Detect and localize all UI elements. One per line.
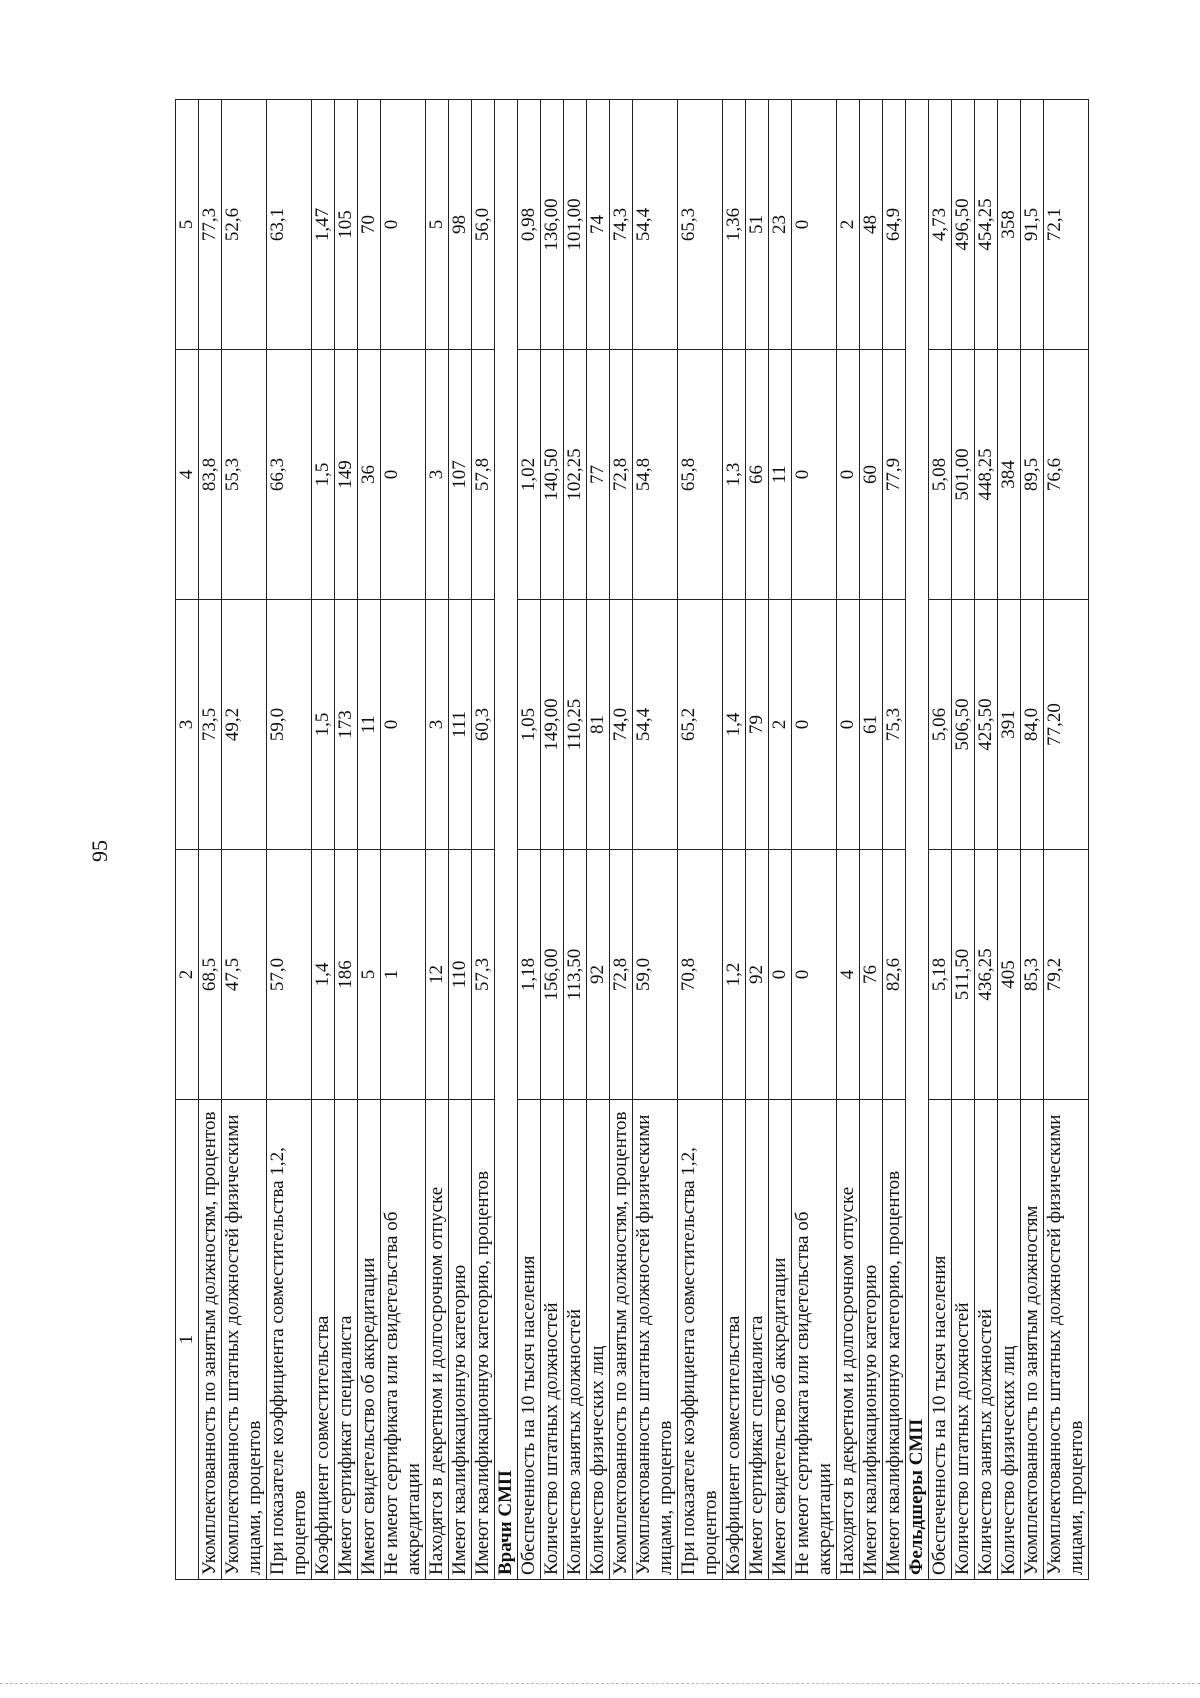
table-row	[769, 100, 792, 1580]
column-header: 3	[176, 600, 199, 850]
table-row	[1044, 100, 1089, 1580]
row-label: Укомплектованность по занятым должностям, процентов	[610, 1100, 633, 1580]
table-row	[610, 100, 633, 1580]
table-row	[723, 100, 746, 1580]
row-label: Укомплектованность штатных должностей физическими лицами, процентов	[222, 1100, 267, 1580]
row-value: 1,5	[312, 350, 335, 600]
row-value: 92	[587, 850, 610, 1100]
row-value: 111	[449, 600, 472, 850]
table-row	[929, 100, 952, 1580]
row-value: 0	[381, 350, 426, 600]
row-value: 23	[769, 100, 792, 350]
row-value: 66,3	[267, 350, 312, 600]
row-value: 73,5	[199, 600, 222, 850]
row-value: 74	[587, 100, 610, 350]
row-label: Находятся в декретном и долгосрочном отпуске	[426, 1100, 449, 1580]
row-value: 65,8	[678, 350, 723, 600]
table-row	[472, 100, 495, 1580]
row-value: 70	[358, 100, 381, 350]
row-label: Количество физических лиц	[998, 1100, 1021, 1580]
table-row	[426, 100, 449, 1580]
row-value: 64,9	[883, 100, 906, 350]
table-row	[746, 100, 769, 1580]
row-value: 454,25	[975, 100, 998, 350]
row-label: Укомплектованность по занятым должностям, процентов	[199, 1100, 222, 1580]
row-value: 4,73	[929, 100, 952, 350]
row-label: Имеют сертификат специалиста	[746, 1100, 769, 1580]
section-row	[906, 100, 929, 1580]
row-value: 501,00	[952, 350, 975, 600]
row-value: 405	[998, 850, 1021, 1100]
table-row	[998, 100, 1021, 1580]
row-label: Не имеют сертификата или свидетельства об аккредитации	[792, 1100, 837, 1580]
row-value: 1,36	[723, 100, 746, 350]
row-value: 57,8	[472, 350, 495, 600]
row-value: 136,00	[541, 100, 564, 350]
row-value: 57,3	[472, 850, 495, 1100]
table-row	[564, 100, 587, 1580]
row-value: 506,50	[952, 600, 975, 850]
row-label: Количество физических лиц	[587, 1100, 610, 1580]
row-value: 102,25	[564, 350, 587, 600]
row-label: Количество штатных должностей	[952, 1100, 975, 1580]
row-value: 54,4	[633, 100, 678, 350]
table-row	[541, 100, 564, 1580]
row-value: 76	[860, 850, 883, 1100]
scan-edge-line	[0, 1683, 1200, 1684]
row-value: 0	[792, 350, 837, 600]
table-row	[587, 100, 610, 1580]
table-row	[222, 100, 267, 1580]
column-header: 4	[176, 350, 199, 600]
row-value: 436,25	[975, 850, 998, 1100]
row-value: 83,8	[199, 350, 222, 600]
row-value: 1,47	[312, 100, 335, 350]
row-value: 1,02	[518, 350, 541, 600]
table-body	[199, 100, 1089, 1580]
row-value: 5	[358, 850, 381, 1100]
row-label: Укомплектованность штатных должностей физическими лицами, процентов	[1044, 1100, 1089, 1580]
row-label: Количество штатных должностей	[541, 1100, 564, 1580]
row-value: 79	[746, 600, 769, 850]
table-row	[678, 100, 723, 1580]
row-value: 68,5	[199, 850, 222, 1100]
row-label: Имеют квалификационную категорию	[449, 1100, 472, 1580]
row-value: 0	[381, 600, 426, 850]
table-row	[633, 100, 678, 1580]
row-value: 101,00	[564, 100, 587, 350]
row-value: 92	[746, 850, 769, 1100]
row-value: 1,18	[518, 850, 541, 1100]
section-title: Врачи СМП	[495, 100, 518, 1580]
row-value: 0	[792, 100, 837, 350]
row-value: 105	[335, 100, 358, 350]
row-value: 60	[860, 350, 883, 600]
row-label: Количество занятых должностей	[975, 1100, 998, 1580]
row-value: 4	[837, 850, 860, 1100]
row-value: 384	[998, 350, 1021, 600]
row-value: 149,00	[541, 600, 564, 850]
table-row	[335, 100, 358, 1580]
row-value: 0,98	[518, 100, 541, 350]
row-label: Не имеют сертификата или свидетельства об аккредитации	[381, 1100, 426, 1580]
row-value: 79,2	[1044, 850, 1089, 1100]
row-value: 76,6	[1044, 350, 1089, 600]
section-title: Фельдшеры СМП	[906, 100, 929, 1580]
row-value: 56,0	[472, 100, 495, 350]
row-value: 1	[381, 850, 426, 1100]
column-header: 5	[176, 100, 199, 350]
row-value: 63,1	[267, 100, 312, 350]
row-value: 77,9	[883, 350, 906, 600]
row-value: 74,3	[610, 100, 633, 350]
row-value: 12	[426, 850, 449, 1100]
section-row	[495, 100, 518, 1580]
row-value: 107	[449, 350, 472, 600]
row-value: 66	[746, 350, 769, 600]
row-label: Имеют квалификационную категорию, процентов	[883, 1100, 906, 1580]
table-row	[1021, 100, 1044, 1580]
row-label: Укомплектованность штатных должностей физическими лицами, процентов	[633, 1100, 678, 1580]
table-row	[199, 100, 222, 1580]
row-value: 2	[769, 600, 792, 850]
row-value: 425,50	[975, 600, 998, 850]
row-value: 47,5	[222, 850, 267, 1100]
row-value: 1,5	[312, 600, 335, 850]
row-value: 0	[792, 850, 837, 1100]
table-row	[312, 100, 335, 1580]
table-row	[860, 100, 883, 1580]
row-value: 48	[860, 100, 883, 350]
row-value: 0	[769, 850, 792, 1100]
row-value: 91,5	[1021, 100, 1044, 350]
row-label: При показателе коэффициента совместительства 1,2, процентов	[678, 1100, 723, 1580]
row-label: Укомплектованность по занятым должностям	[1021, 1100, 1044, 1580]
column-header: 1	[176, 1100, 199, 1580]
row-value: 1,3	[723, 350, 746, 600]
page-number: 95	[87, 840, 112, 862]
row-value: 85,3	[1021, 850, 1044, 1100]
row-value: 156,00	[541, 850, 564, 1100]
row-value: 1,05	[518, 600, 541, 850]
rotated-table-container	[175, 100, 1087, 1580]
row-value: 391	[998, 600, 1021, 850]
row-value: 89,5	[1021, 350, 1044, 600]
table-row	[975, 100, 998, 1580]
row-value: 61	[860, 600, 883, 850]
row-value: 72,8	[610, 350, 633, 600]
table-row	[883, 100, 906, 1580]
row-value: 81	[587, 600, 610, 850]
row-label: Количество занятых должностей	[564, 1100, 587, 1580]
row-value: 51	[746, 100, 769, 350]
row-value: 98	[449, 100, 472, 350]
row-value: 75,3	[883, 600, 906, 850]
row-value: 1,4	[312, 850, 335, 1100]
row-value: 113,50	[564, 850, 587, 1100]
row-value: 55,3	[222, 350, 267, 600]
row-label: Имеют сертификат специалиста	[335, 1100, 358, 1580]
row-value: 2	[837, 100, 860, 350]
row-value: 65,3	[678, 100, 723, 350]
row-label: Имеют квалификационную категорию	[860, 1100, 883, 1580]
row-value: 11	[358, 600, 381, 850]
table-row	[267, 100, 312, 1580]
row-value: 65,2	[678, 600, 723, 850]
row-value: 72,8	[610, 850, 633, 1100]
row-value: 358	[998, 100, 1021, 350]
row-value: 0	[837, 350, 860, 600]
row-value: 77,3	[199, 100, 222, 350]
row-value: 49,2	[222, 600, 267, 850]
row-value: 1,4	[723, 600, 746, 850]
row-value: 1,2	[723, 850, 746, 1100]
row-value: 186	[335, 850, 358, 1100]
table-row	[952, 100, 975, 1580]
row-value: 54,4	[633, 600, 678, 850]
row-value: 5	[426, 100, 449, 350]
row-value: 0	[837, 600, 860, 850]
row-label: Имеют свидетельство об аккредитации	[769, 1100, 792, 1580]
table-row	[518, 100, 541, 1580]
row-value: 82,6	[883, 850, 906, 1100]
row-value: 52,6	[222, 100, 267, 350]
row-value: 110	[449, 850, 472, 1100]
row-value: 59,0	[267, 600, 312, 850]
row-value: 57,0	[267, 850, 312, 1100]
table-row	[792, 100, 837, 1580]
row-value: 5,06	[929, 600, 952, 850]
row-label: При показателе коэффициента совместительства 1,2, процентов	[267, 1100, 312, 1580]
row-value: 5,18	[929, 850, 952, 1100]
row-value: 3	[426, 350, 449, 600]
row-value: 173	[335, 600, 358, 850]
row-label: Обеспеченность на 10 тысяч населения	[518, 1100, 541, 1580]
row-value: 72,1	[1044, 100, 1089, 350]
row-value: 110,25	[564, 600, 587, 850]
row-label: Имеют квалификационную категорию, процентов	[472, 1100, 495, 1580]
row-value: 3	[426, 600, 449, 850]
table-row	[381, 100, 426, 1580]
row-value: 496,50	[952, 100, 975, 350]
row-value: 59,0	[633, 850, 678, 1100]
row-label: Находятся в декретном и долгосрочном отпуске	[837, 1100, 860, 1580]
row-value: 77	[587, 350, 610, 600]
row-value: 77,20	[1044, 600, 1089, 850]
row-value: 60,3	[472, 600, 495, 850]
table-row	[837, 100, 860, 1580]
table-row	[449, 100, 472, 1580]
row-value: 0	[381, 100, 426, 350]
row-value: 74,0	[610, 600, 633, 850]
table-header-row	[176, 100, 199, 1580]
row-value: 140,50	[541, 350, 564, 600]
row-value: 54,8	[633, 350, 678, 600]
row-label: Обеспеченность на 10 тысяч населения	[929, 1100, 952, 1580]
column-header: 2	[176, 850, 199, 1100]
table-row	[358, 100, 381, 1580]
statistics-table	[175, 99, 1089, 1580]
row-value: 36	[358, 350, 381, 600]
row-value: 511,50	[952, 850, 975, 1100]
row-label: Коэффициент совместительства	[312, 1100, 335, 1580]
row-value: 149	[335, 350, 358, 600]
row-value: 5,08	[929, 350, 952, 600]
row-label: Коэффициент совместительства	[723, 1100, 746, 1580]
row-label: Имеют свидетельство об аккредитации	[358, 1100, 381, 1580]
row-value: 70,8	[678, 850, 723, 1100]
row-value: 84,0	[1021, 600, 1044, 850]
row-value: 11	[769, 350, 792, 600]
row-value: 448,25	[975, 350, 998, 600]
row-value: 0	[792, 600, 837, 850]
